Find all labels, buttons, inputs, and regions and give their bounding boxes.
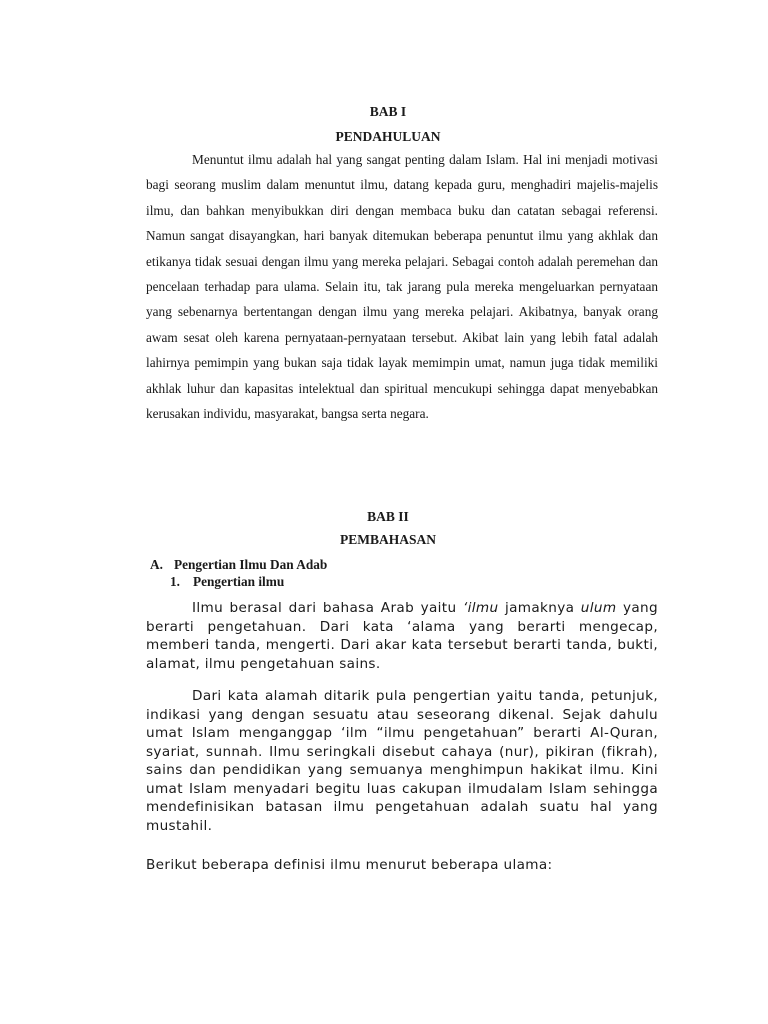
section-a-heading [150, 557, 327, 573]
introduction-paragraph: Menuntut ilmu adalah hal yang sangat penting dalam Islam. Hal ini menjadi motivasi bagi seorang muslim dalam menuntut ilmu, datang kepada guru, menghadiri majelis-majelis ilmu, dan bahkan menyibukkan diri dengan membaca buku dan catatan sebagai referensi. Namun sangat disayangkan, hari banyak ditemukan beberapa penuntut ilmu yang akhlak dan etikanya tidak sesuai dengan ilmu yang mereka pelajari. Sebagai contoh adalah peremehan dan pencelaan terhadap para ulama. Selain itu, tak jarang pula mereka mengeluarkan pernyataan yang sebenarnya bertentangan dengan ilmu yang mereka pelajari. Akibatnya, banyak orang awam sesat oleh karena pernyataan-pernyataan tersebut. Akibat lain yang lebih fatal adalah lahirnya pemimpin yang bukan saja tidak layak memimpin umat, namun juga tidak memiliki akhlak luhur dan kapasitas intelektual dan spiritual mencukupi sehingga dapat menyebabkan kerusakan individu, masyarakat, bangsa serta negara. [146, 152, 658, 422]
paragraph-ilmu-origin [146, 599, 658, 673]
section-1-heading [170, 574, 284, 590]
chapter-2-number: BAB II [367, 509, 409, 524]
para1-italic-ilmu: ‘ilmu [462, 600, 499, 616]
chapter-1-body [146, 147, 658, 426]
chapter-1-title: PENDAHULUAN [335, 129, 441, 144]
chapter-1-number: BAB I [369, 104, 407, 119]
para1-italic-ulum: ulum [580, 600, 617, 616]
para1-text-3: yang berarti pengetahuan. Dari kata ‘alama yang berarti mengecap, memberi tanda, mengerti. Dari akar kata tersebut berarti tanda, bukti, alamat, ilmu pengetahuan sains. [146, 600, 658, 672]
section-1-marker: 1. [170, 574, 180, 589]
para1-text-1: Ilmu berasal dari bahasa Arab yaitu [192, 600, 463, 616]
section-a-title: Pengertian Ilmu Dan Adab [174, 557, 328, 572]
paragraph-definitions-intro: Berikut beberapa definisi ilmu menurut beberapa ulama: [146, 857, 553, 873]
definition-paragraph-2 [146, 687, 658, 835]
para1-text-2: jamaknya [498, 600, 581, 616]
definition-paragraph-3 [146, 856, 658, 875]
chapter-2-title: PEMBAHASAN [339, 532, 436, 547]
paragraph-alamah: Dari kata alamah ditarik pula pengertian yaitu tanda, petunjuk, indikasi yang dengan sesuatu atau seseorang dikenal. Sejak dahulu umat Islam menganggap ‘ilm “ilmu pengetahuan” berarti Al-Quran, syariat, sunnah. Ilmu seringkali disebut cahaya (nur), pikiran (fikrah), sains dan pendidikan yang semuanya menghimpun hakikat ilmu. Kini umat Islam menyadari begitu luas cakupan ilmudalam Islam sehingga mendefinisikan batasan ilmu pengetahuan adalah suatu hal yang mustahil. [146, 688, 658, 834]
section-1-title: Pengertian ilmu [193, 574, 285, 589]
definition-paragraph-1 [146, 599, 658, 673]
section-a-marker: A. [150, 557, 163, 572]
